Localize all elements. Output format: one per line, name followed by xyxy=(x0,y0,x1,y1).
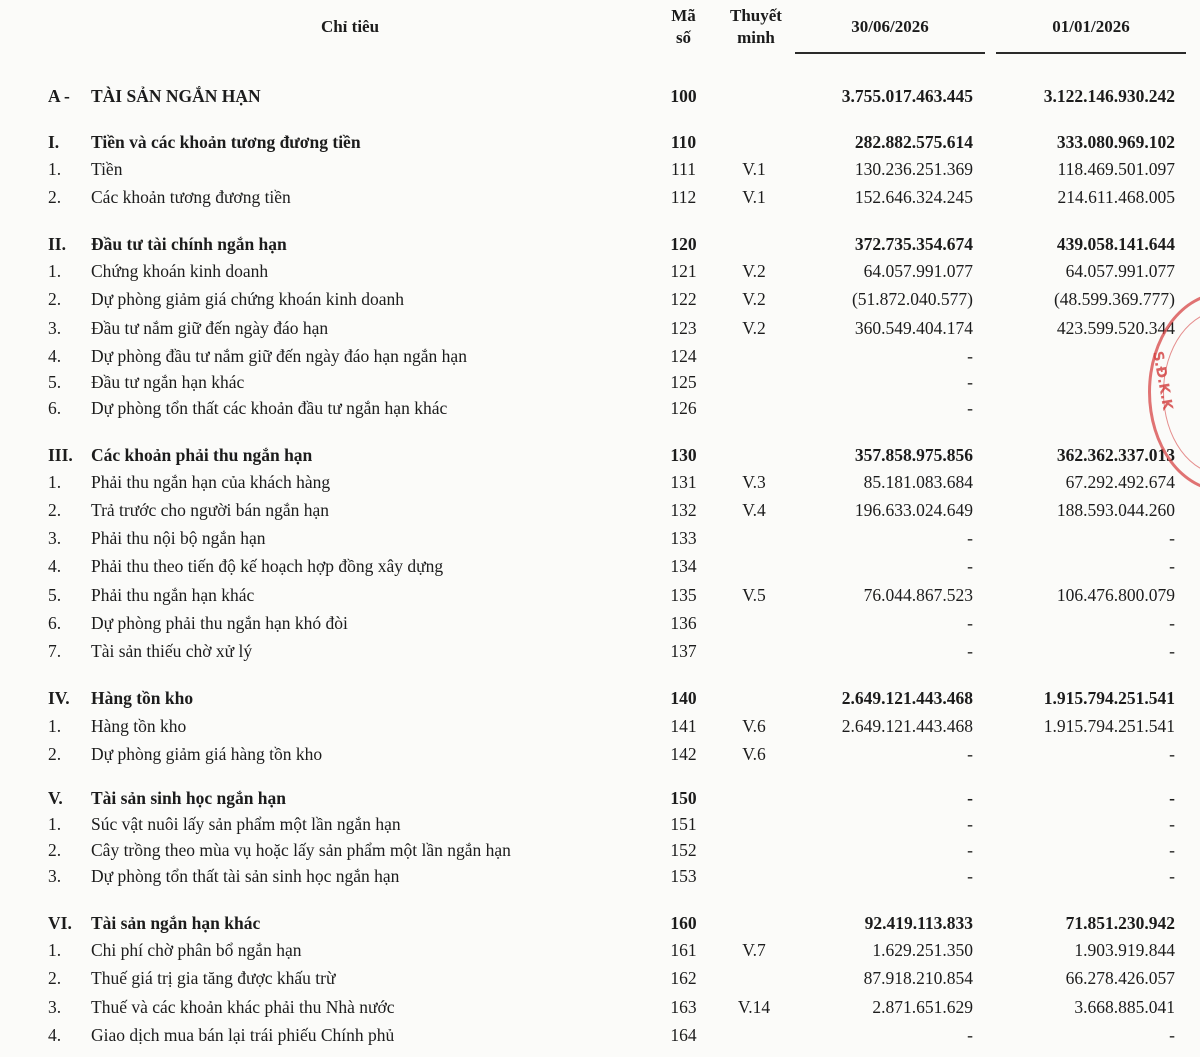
row-code: 112 xyxy=(670,187,697,207)
row-label: Súc vật nuôi lấy sản phẩm một lần ngắn hạn xyxy=(91,814,401,834)
row-number: 1. xyxy=(48,159,62,179)
row-value-period1: - xyxy=(967,346,973,366)
table-row xyxy=(0,286,1200,312)
row-value-period1: - xyxy=(967,556,973,576)
row-number: 6. xyxy=(48,398,62,418)
row-number: 1. xyxy=(48,716,62,736)
row-code: 161 xyxy=(670,940,697,960)
row-value-period1: 357.858.975.856 xyxy=(854,445,973,465)
table-row xyxy=(0,258,1200,284)
row-code: 153 xyxy=(670,866,697,886)
row-code: 150 xyxy=(670,788,697,808)
table-row xyxy=(0,83,1200,109)
row-value-period1: 130.236.251.369 xyxy=(854,159,973,179)
row-code: 152 xyxy=(670,840,697,860)
row-number: 1. xyxy=(48,472,62,492)
table-row xyxy=(0,863,1200,889)
row-value-period1: (51.872.040.577) xyxy=(851,289,973,309)
row-value-period2: 71.851.230.942 xyxy=(1065,913,1175,933)
row-code: 121 xyxy=(670,261,697,281)
row-value-period1: 360.549.404.174 xyxy=(854,318,973,338)
table-row xyxy=(0,965,1200,991)
table-row xyxy=(0,994,1200,1020)
row-number: VI. xyxy=(48,913,72,933)
row-value-period2: 1.903.919.844 xyxy=(1074,940,1175,960)
row-code: 140 xyxy=(670,688,697,708)
table-row xyxy=(0,553,1200,579)
row-code: 162 xyxy=(670,968,697,988)
row-value-period1: - xyxy=(967,866,973,886)
row-value-period2: 3.122.146.930.242 xyxy=(1043,86,1175,106)
table-row xyxy=(0,685,1200,711)
row-code: 130 xyxy=(670,445,697,465)
row-value-period1: - xyxy=(967,398,973,418)
row-value-period2: 1.915.794.251.541 xyxy=(1043,688,1175,708)
table-row xyxy=(0,610,1200,636)
row-code: 132 xyxy=(670,500,697,520)
row-number: 4. xyxy=(48,1025,62,1045)
company-stamp-text: S.Đ.K.K xyxy=(1149,350,1176,412)
row-code: 120 xyxy=(670,234,697,254)
table-row xyxy=(0,582,1200,608)
row-value-period1: 3.755.017.463.445 xyxy=(841,86,973,106)
row-number: 7. xyxy=(48,641,62,661)
row-number: 1. xyxy=(48,814,62,834)
row-code: 141 xyxy=(670,716,697,736)
row-value-period2: 333.080.969.102 xyxy=(1056,132,1175,152)
row-note: V.6 xyxy=(742,744,766,764)
row-value-period2: - xyxy=(1169,814,1175,834)
row-value-period2: - xyxy=(1169,641,1175,661)
header-code-line1: Mã xyxy=(671,6,696,25)
row-number: 5. xyxy=(48,585,62,605)
row-number: II. xyxy=(48,234,66,254)
row-label: Đầu tư tài chính ngắn hạn xyxy=(91,234,287,254)
row-label: Dự phòng giảm giá hàng tồn kho xyxy=(91,744,323,764)
row-code: 123 xyxy=(670,318,697,338)
row-code: 125 xyxy=(670,372,697,392)
row-value-period1: - xyxy=(967,528,973,548)
header-rule-period1 xyxy=(795,52,985,54)
row-code: 160 xyxy=(670,913,697,933)
header-code xyxy=(655,5,712,49)
row-value-period1: - xyxy=(967,613,973,633)
table-row xyxy=(0,741,1200,767)
row-label: Giao dịch mua bán lại trái phiếu Chính phủ xyxy=(91,1025,395,1045)
row-label: Hàng tồn kho xyxy=(91,716,187,736)
row-label: Thuế và các khoản khác phải thu Nhà nước xyxy=(91,997,395,1017)
table-row xyxy=(0,837,1200,863)
row-label: Chi phí chờ phân bổ ngắn hạn xyxy=(91,940,302,960)
row-value-period2: - xyxy=(1169,744,1175,764)
row-label: Dự phòng tổn thất các khoản đầu tư ngắn hạn khác xyxy=(91,398,448,418)
row-label: Tiền và các khoản tương đương tiền xyxy=(91,132,361,152)
row-label: Dự phòng giảm giá chứng khoán kinh doanh xyxy=(91,289,405,309)
row-value-period2: 188.593.044.260 xyxy=(1056,500,1175,520)
row-code: 122 xyxy=(670,289,697,309)
row-code: 124 xyxy=(670,346,697,366)
table-row xyxy=(0,910,1200,936)
row-number: 2. xyxy=(48,744,62,764)
row-code: 133 xyxy=(670,528,697,548)
table-row xyxy=(0,497,1200,523)
row-label: Cây trồng theo mùa vụ hoặc lấy sản phẩm một lần ngắn hạn xyxy=(91,840,511,860)
row-note: V.1 xyxy=(742,159,766,179)
row-value-period2: (48.599.369.777) xyxy=(1053,289,1175,309)
row-code: 111 xyxy=(671,159,696,179)
header-rule-period2 xyxy=(996,52,1186,54)
row-note: V.14 xyxy=(737,997,771,1017)
row-value-period1: 196.633.024.649 xyxy=(854,500,973,520)
row-value-period2: - xyxy=(1169,613,1175,633)
table-row xyxy=(0,395,1200,421)
row-value-period2: 1.915.794.251.541 xyxy=(1043,716,1175,736)
table-header xyxy=(0,0,1200,60)
row-code: 164 xyxy=(670,1025,697,1045)
row-value-period2: 439.058.141.644 xyxy=(1056,234,1175,254)
row-code: 136 xyxy=(670,613,697,633)
table-row xyxy=(0,315,1200,341)
row-value-period1: 87.918.210.854 xyxy=(863,968,973,988)
header-note xyxy=(718,5,794,49)
row-value-period1: 372.735.354.674 xyxy=(854,234,973,254)
row-number: 1. xyxy=(48,940,62,960)
row-value-period1: - xyxy=(967,1025,973,1045)
row-label: Phải thu ngắn hạn của khách hàng xyxy=(91,472,331,492)
row-number: A - xyxy=(48,86,70,106)
row-value-period1: 282.882.575.614 xyxy=(854,132,973,152)
row-number: 4. xyxy=(48,556,62,576)
row-number: 2. xyxy=(48,187,62,207)
row-label: Hàng tồn kho xyxy=(91,688,194,708)
row-value-period1: 152.646.324.245 xyxy=(854,187,973,207)
row-label: Tài sản ngắn hạn khác xyxy=(91,913,261,933)
table-row xyxy=(0,811,1200,837)
table-row xyxy=(0,525,1200,551)
row-value-period2: 362.362.337.013 xyxy=(1056,445,1175,465)
table-row xyxy=(0,469,1200,495)
header-period2: 01/01/2026 xyxy=(1052,17,1130,36)
row-note: V.2 xyxy=(742,261,766,281)
row-note: V.2 xyxy=(742,289,766,309)
row-note: V.5 xyxy=(742,585,766,605)
row-code: 137 xyxy=(670,641,697,661)
table-row xyxy=(0,785,1200,811)
table-row xyxy=(0,937,1200,963)
row-value-period2: 214.611.468.005 xyxy=(1057,187,1175,207)
row-label: Đầu tư ngắn hạn khác xyxy=(91,372,245,392)
row-number: 3. xyxy=(48,997,62,1017)
row-value-period1: 64.057.991.077 xyxy=(863,261,973,281)
row-value-period2: 64.057.991.077 xyxy=(1065,261,1175,281)
table-row xyxy=(0,369,1200,395)
row-value-period2: 106.476.800.079 xyxy=(1056,585,1175,605)
table-row xyxy=(0,713,1200,739)
row-number: 2. xyxy=(48,840,62,860)
table-row xyxy=(0,231,1200,257)
row-value-period2: - xyxy=(1169,556,1175,576)
row-note: V.2 xyxy=(742,318,766,338)
header-code-line2: số xyxy=(675,28,692,47)
row-note: V.1 xyxy=(742,187,766,207)
row-label: Dự phòng phải thu ngắn hạn khó đòi xyxy=(91,613,348,633)
row-code: 134 xyxy=(670,556,697,576)
row-value-period1: 76.044.867.523 xyxy=(863,585,973,605)
row-code: 126 xyxy=(670,398,697,418)
row-number: 2. xyxy=(48,968,62,988)
row-value-period1: - xyxy=(967,788,973,808)
page-bottom-edge xyxy=(0,1046,1200,1057)
row-number: 2. xyxy=(48,500,62,520)
row-value-period1: - xyxy=(967,814,973,834)
row-label: Các khoản phải thu ngắn hạn xyxy=(91,445,313,465)
row-number: V. xyxy=(48,788,63,808)
row-value-period1: 2.649.121.443.468 xyxy=(841,716,973,736)
table-row xyxy=(0,156,1200,182)
row-note: V.7 xyxy=(742,940,766,960)
header-label: Chỉ tiêu xyxy=(320,17,380,36)
row-value-period1: - xyxy=(967,641,973,661)
row-code: 110 xyxy=(670,132,697,152)
row-value-period2: 67.292.492.674 xyxy=(1065,472,1175,492)
row-value-period1: 92.419.113.833 xyxy=(864,913,973,933)
row-number: 3. xyxy=(48,866,62,886)
row-value-period2: 118.469.501.097 xyxy=(1057,159,1175,179)
row-number: 2. xyxy=(48,289,62,309)
row-value-period1: 85.181.083.684 xyxy=(863,472,973,492)
row-label: Phải thu nội bộ ngắn hạn xyxy=(91,528,266,548)
row-label: Phải thu ngắn hạn khác xyxy=(91,585,255,605)
row-number: 3. xyxy=(48,318,62,338)
table-row xyxy=(0,442,1200,468)
row-number: 3. xyxy=(48,528,62,548)
row-code: 163 xyxy=(670,997,697,1017)
row-value-period2: - xyxy=(1169,840,1175,860)
row-number: IV. xyxy=(48,688,70,708)
row-value-period1: - xyxy=(967,744,973,764)
header-note-line1: Thuyết xyxy=(730,6,782,25)
row-label: TÀI SẢN NGẮN HẠN xyxy=(91,86,261,106)
row-number: 5. xyxy=(48,372,62,392)
table-row xyxy=(0,343,1200,369)
row-number: 4. xyxy=(48,346,62,366)
header-note-line2: minh xyxy=(737,28,775,47)
row-label: Dự phòng tổn thất tài sản sinh học ngắn hạn xyxy=(91,866,400,886)
row-value-period1: 1.629.251.350 xyxy=(872,940,973,960)
table-row xyxy=(0,1022,1200,1048)
row-label: Tiền xyxy=(91,159,123,179)
table-row xyxy=(0,129,1200,155)
row-value-period2: - xyxy=(1169,788,1175,808)
row-number: 6. xyxy=(48,613,62,633)
row-number: I. xyxy=(48,132,60,152)
row-code: 100 xyxy=(670,86,697,106)
row-value-period1: 2.871.651.629 xyxy=(872,997,973,1017)
row-value-period2: - xyxy=(1169,528,1175,548)
row-value-period2: 3.668.885.041 xyxy=(1074,997,1175,1017)
row-code: 151 xyxy=(670,814,697,834)
row-value-period1: 2.649.121.443.468 xyxy=(841,688,973,708)
header-period1: 30/06/2026 xyxy=(851,17,929,36)
row-code: 135 xyxy=(670,585,697,605)
row-label: Các khoản tương đương tiền xyxy=(91,187,291,207)
row-note: V.4 xyxy=(742,500,766,520)
row-label: Trả trước cho người bán ngắn hạn xyxy=(91,500,330,520)
row-note: V.3 xyxy=(742,472,766,492)
table-row xyxy=(0,184,1200,210)
row-number: 1. xyxy=(48,261,62,281)
row-value-period2: 66.278.426.057 xyxy=(1065,968,1175,988)
row-value-period2: - xyxy=(1169,1025,1175,1045)
table-row xyxy=(0,638,1200,664)
row-label: Phải thu theo tiến độ kế hoạch hợp đồng xây dựng xyxy=(91,556,444,576)
row-label: Dự phòng đầu tư nắm giữ đến ngày đáo hạn ngắn hạn xyxy=(91,346,467,366)
row-value-period1: - xyxy=(967,840,973,860)
row-value-period2: - xyxy=(1169,866,1175,886)
row-note: V.6 xyxy=(742,716,766,736)
row-value-period1: - xyxy=(967,372,973,392)
row-number: III. xyxy=(48,445,73,465)
row-label: Chứng khoán kinh doanh xyxy=(91,261,269,281)
row-value-period2: 423.599.520.344 xyxy=(1056,318,1175,338)
row-code: 131 xyxy=(670,472,697,492)
row-label: Tài sản sinh học ngắn hạn xyxy=(91,788,287,808)
row-label: Đầu tư nắm giữ đến ngày đáo hạn xyxy=(91,318,329,338)
row-code: 142 xyxy=(670,744,697,764)
row-label: Tài sản thiếu chờ xử lý xyxy=(91,641,253,661)
row-label: Thuế giá trị gia tăng được khấu trừ xyxy=(91,968,336,988)
